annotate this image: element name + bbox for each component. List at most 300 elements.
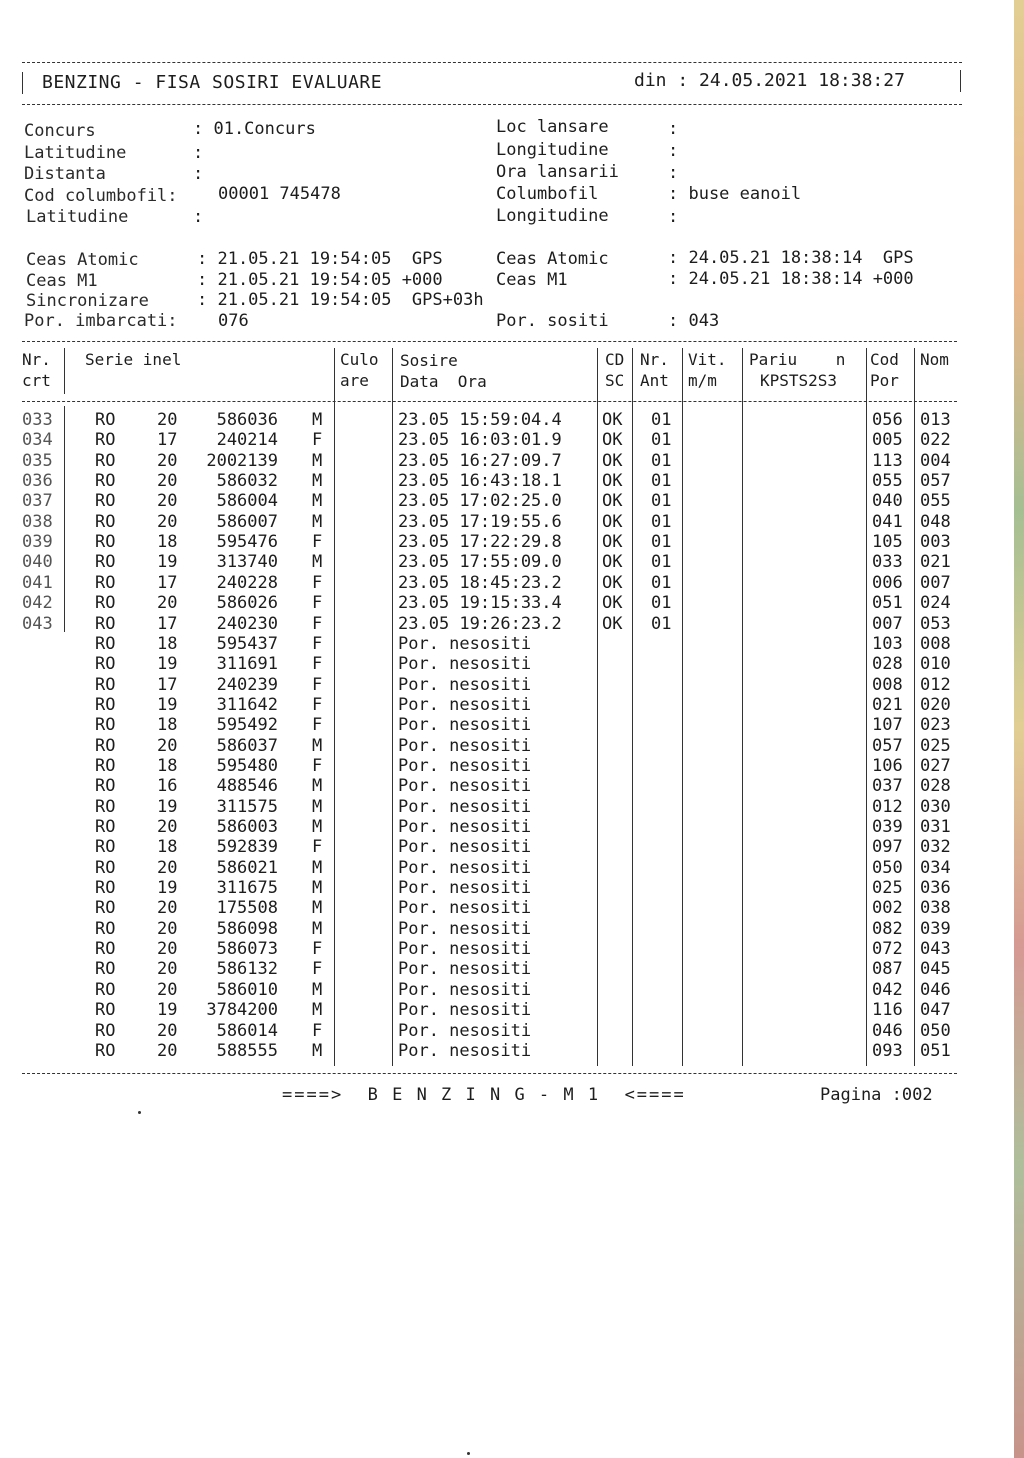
- cell-yr: 19: [157, 654, 178, 675]
- th-por: Por: [870, 371, 899, 390]
- table-row: [0, 776, 1024, 796]
- cell-cod: 056: [872, 410, 903, 430]
- cell-ro: RO: [95, 857, 116, 878]
- cell-ro: RO: [95, 1020, 116, 1041]
- cell-ring: 240228: [216, 572, 278, 593]
- cell-ro: RO: [95, 572, 116, 593]
- cell-cod: 097: [872, 837, 903, 858]
- cell-yr: 20: [157, 979, 178, 1000]
- table-row: [0, 715, 1024, 735]
- distanta-value: :: [193, 164, 204, 184]
- cell-sex: F: [312, 939, 323, 960]
- cell-ring: 586098: [216, 918, 278, 939]
- cell-ro: RO: [95, 939, 116, 960]
- cell-ring: 586021: [216, 857, 278, 878]
- cell-ant: 01: [651, 410, 672, 430]
- table-row: [0, 614, 1024, 634]
- cell-yr: 19: [157, 694, 178, 715]
- ceas-m1-end-value: : 24.05.21 18:38:14 +000: [668, 269, 914, 289]
- th-cod: Cod: [870, 350, 899, 369]
- cell-cod: 007: [872, 613, 903, 634]
- cell-sosire: Por. nesositi: [398, 857, 532, 878]
- cell-ro: RO: [95, 755, 116, 776]
- cell-nr: 034: [22, 430, 53, 451]
- th-serie-inel: Serie inel: [85, 350, 182, 369]
- cell-ro: RO: [95, 1040, 116, 1061]
- cell-yr: 18: [157, 532, 178, 553]
- cell-nom: 031: [920, 817, 951, 837]
- cell-sosire: Por. nesositi: [398, 898, 532, 919]
- th-ant: Ant: [640, 371, 669, 390]
- cell-ring: 595437: [216, 633, 278, 654]
- table-row: [0, 410, 1024, 430]
- table-row: [0, 695, 1024, 715]
- ceas-m1-start-value: : 21.05.21 19:54:05 +000: [197, 270, 443, 290]
- cell-nom: 036: [920, 878, 951, 899]
- cell-cod: 006: [872, 572, 903, 593]
- table-row: [0, 898, 1024, 918]
- cell-nom: 023: [920, 715, 951, 736]
- cell-cd: OK: [602, 511, 623, 532]
- cell-yr: 20: [157, 471, 178, 492]
- cell-yr: 19: [157, 552, 178, 573]
- cell-sosire: Por. nesositi: [398, 817, 532, 837]
- cell-yr: 18: [157, 755, 178, 776]
- cell-nom: 007: [920, 572, 951, 593]
- table-row: [0, 817, 1024, 837]
- cell-sosire: Por. nesositi: [398, 735, 532, 756]
- report-date: din : 24.05.2021 18:38:27: [634, 70, 905, 91]
- cell-ant: 01: [651, 491, 672, 512]
- cell-nom: 039: [920, 918, 951, 939]
- cell-ring: 311691: [216, 654, 278, 675]
- cell-nom: 022: [920, 430, 951, 451]
- cell-cd: OK: [602, 491, 623, 512]
- cell-nom: 025: [920, 735, 951, 756]
- table-row: [0, 675, 1024, 695]
- table-bottom-border: [22, 1073, 957, 1074]
- cell-cod: 040: [872, 491, 903, 512]
- cell-sex: M: [312, 511, 323, 532]
- table-row: [0, 797, 1024, 817]
- table-row: [0, 1000, 1024, 1020]
- cell-yr: 20: [157, 511, 178, 532]
- cell-yr: 20: [157, 939, 178, 960]
- cell-sex: M: [312, 918, 323, 939]
- cell-yr: 18: [157, 837, 178, 858]
- ora-lansarii-label: Ora lansarii: [496, 162, 619, 182]
- cell-cod: 087: [872, 959, 903, 980]
- cell-cd: OK: [602, 450, 623, 471]
- por-sositi-label: Por. sositi: [496, 311, 609, 331]
- cell-sex: M: [312, 1000, 323, 1021]
- col-divider: [64, 348, 65, 394]
- cell-sosire: Por. nesositi: [398, 979, 532, 1000]
- cell-sex: M: [312, 410, 323, 430]
- table-row: [0, 1021, 1024, 1041]
- cell-ro: RO: [95, 898, 116, 919]
- cell-ring: 586010: [216, 979, 278, 1000]
- ceas-atomic-start-value: : 21.05.21 19:54:05 GPS: [197, 249, 443, 269]
- cell-nom: 020: [920, 694, 951, 715]
- table-row: [0, 980, 1024, 1000]
- cell-nom: 055: [920, 491, 951, 512]
- cell-nr: 043: [22, 613, 53, 634]
- cell-cod: 002: [872, 898, 903, 919]
- cell-ro: RO: [95, 796, 116, 817]
- cell-sex: F: [312, 755, 323, 776]
- th-crt: crt: [22, 371, 51, 390]
- cell-yr: 19: [157, 796, 178, 817]
- cell-sex: M: [312, 491, 323, 512]
- sincronizare-label: Sincronizare: [26, 291, 149, 311]
- concurs-value: : 01.Concurs: [193, 119, 316, 139]
- cell-ant: 01: [651, 471, 672, 492]
- cell-ring: 311675: [216, 878, 278, 899]
- cell-sex: M: [312, 1040, 323, 1061]
- cell-yr: 20: [157, 410, 178, 430]
- cell-yr: 20: [157, 898, 178, 919]
- cell-ring: 240230: [216, 613, 278, 634]
- cell-ro: RO: [95, 532, 116, 553]
- cell-nr: 039: [22, 532, 53, 553]
- cell-nom: 028: [920, 776, 951, 797]
- cell-cod: 008: [872, 674, 903, 695]
- longitudine2-label: Longitudine: [496, 206, 609, 226]
- cell-nr: 038: [22, 511, 53, 532]
- cell-ring: 586003: [216, 817, 278, 837]
- table-row: [0, 654, 1024, 674]
- longitudine2-value: :: [668, 207, 679, 227]
- th-sosire: Sosire: [400, 351, 458, 370]
- cell-cod: 041: [872, 511, 903, 532]
- cell-sex: F: [312, 959, 323, 980]
- cell-sosire: Por. nesositi: [398, 918, 532, 939]
- cell-sex: M: [312, 878, 323, 899]
- cell-yr: 20: [157, 918, 178, 939]
- cell-sex: F: [312, 613, 323, 634]
- cell-ro: RO: [95, 715, 116, 736]
- cell-sex: M: [312, 735, 323, 756]
- cell-ro: RO: [95, 511, 116, 532]
- cell-sex: F: [312, 694, 323, 715]
- cell-nom: 046: [920, 979, 951, 1000]
- cell-nom: 004: [920, 450, 951, 471]
- cell-nom: 024: [920, 593, 951, 614]
- cell-sosire: 23.05 19:15:33.4: [398, 593, 562, 614]
- cell-nom: 030: [920, 796, 951, 817]
- th-nr-ant: Nr.: [640, 350, 669, 369]
- table-row: [0, 1041, 1024, 1061]
- cell-sosire: 23.05 17:22:29.8: [398, 532, 562, 553]
- table-row: [0, 756, 1024, 776]
- cell-ring: 586073: [216, 939, 278, 960]
- cell-nom: 038: [920, 898, 951, 919]
- header-border-right: [960, 70, 961, 92]
- cell-nom: 027: [920, 755, 951, 776]
- cell-sosire: Por. nesositi: [398, 837, 532, 858]
- th-nom: Nom: [920, 350, 949, 369]
- cell-cd: OK: [602, 410, 623, 430]
- cell-cod: 055: [872, 471, 903, 492]
- cell-ant: 01: [651, 613, 672, 634]
- th-are: are: [340, 371, 369, 390]
- cell-yr: 20: [157, 817, 178, 837]
- cell-ro: RO: [95, 491, 116, 512]
- loc-lansare-value: :: [668, 119, 679, 139]
- cell-ring: 586036: [216, 410, 278, 430]
- table-row: [0, 491, 1024, 511]
- cell-sex: F: [312, 715, 323, 736]
- cell-ro: RO: [95, 979, 116, 1000]
- table-row: [0, 858, 1024, 878]
- longitudine-label: Longitudine: [496, 140, 609, 160]
- cell-yr: 20: [157, 735, 178, 756]
- cell-sosire: Por. nesositi: [398, 654, 532, 675]
- cell-sosire: 23.05 19:26:23.2: [398, 613, 562, 634]
- cell-ro: RO: [95, 1000, 116, 1021]
- cell-ring: 311642: [216, 694, 278, 715]
- cell-cod: 106: [872, 755, 903, 776]
- cell-cd: OK: [602, 613, 623, 634]
- cell-cod: 072: [872, 939, 903, 960]
- cell-cod: 012: [872, 796, 903, 817]
- cell-sex: F: [312, 837, 323, 858]
- cell-sex: M: [312, 450, 323, 471]
- por-imbarcati-label: Por. imbarcati:: [24, 311, 178, 331]
- table-row: [0, 736, 1024, 756]
- table-row: [0, 837, 1024, 857]
- cell-ant: 01: [651, 572, 672, 593]
- ceas-atomic-end-value: : 24.05.21 18:38:14 GPS: [668, 248, 914, 268]
- cell-cod: 057: [872, 735, 903, 756]
- cell-cd: OK: [602, 532, 623, 553]
- table-row: [0, 430, 1024, 450]
- cell-nom: 034: [920, 857, 951, 878]
- cell-yr: 17: [157, 674, 178, 695]
- cell-cd: OK: [602, 471, 623, 492]
- cell-sosire: 23.05 18:45:23.2: [398, 572, 562, 593]
- cell-ro: RO: [95, 654, 116, 675]
- cell-cd: OK: [602, 593, 623, 614]
- cell-ro: RO: [95, 430, 116, 451]
- table-row: [0, 532, 1024, 552]
- ink-speck: [138, 1111, 141, 1114]
- columbofil-value: : buse eanoil: [668, 184, 802, 204]
- cell-nr: 036: [22, 471, 53, 492]
- table-top-border: [22, 341, 957, 342]
- cell-nom: 013: [920, 410, 951, 430]
- ceas-atomic-start-label: Ceas Atomic: [26, 250, 139, 270]
- latitudine2-value: :: [193, 207, 204, 227]
- cell-ring: 240239: [216, 674, 278, 695]
- latitudine2-label: Latitudine: [26, 207, 129, 227]
- table-row: [0, 593, 1024, 613]
- cell-sex: M: [312, 857, 323, 878]
- ink-speck: [467, 1452, 470, 1455]
- cell-ring: 3784200: [206, 1000, 278, 1021]
- cell-cod: 116: [872, 1000, 903, 1021]
- cell-nr: 040: [22, 552, 53, 573]
- cell-yr: 20: [157, 959, 178, 980]
- cell-ant: 01: [651, 552, 672, 573]
- th-nr: Nr.: [22, 350, 51, 369]
- cell-ring: 2002139: [206, 450, 278, 471]
- cell-sosire: Por. nesositi: [398, 633, 532, 654]
- cell-sex: M: [312, 817, 323, 837]
- cell-ro: RO: [95, 613, 116, 634]
- cell-ro: RO: [95, 959, 116, 980]
- th-sc: SC: [605, 371, 625, 390]
- cell-ring: 586014: [216, 1020, 278, 1041]
- cell-cod: 042: [872, 979, 903, 1000]
- cell-cod: 033: [872, 552, 903, 573]
- ceas-m1-start-label: Ceas M1: [26, 271, 98, 291]
- cell-yr: 18: [157, 633, 178, 654]
- cell-nom: 012: [920, 674, 951, 695]
- header-border-bottom: [22, 104, 962, 105]
- cell-sex: F: [312, 532, 323, 553]
- cell-ring: 313740: [216, 552, 278, 573]
- cell-ring: 488546: [216, 776, 278, 797]
- cell-sex: F: [312, 674, 323, 695]
- th-kpsts: KPSTS2S3: [760, 371, 838, 390]
- longitudine-value: :: [668, 141, 679, 161]
- cell-nom: 010: [920, 654, 951, 675]
- cell-yr: 17: [157, 613, 178, 634]
- cell-ant: 01: [651, 511, 672, 532]
- por-imbarcati-value: 076: [218, 311, 249, 331]
- cell-sex: F: [312, 1020, 323, 1041]
- latitudine-value: :: [193, 143, 204, 163]
- latitudine-label: Latitudine: [24, 143, 127, 163]
- cell-ro: RO: [95, 878, 116, 899]
- sincronizare-value: : 21.05.21 19:54:05 GPS+03h: [197, 290, 484, 310]
- th-pariu: Pariu n: [749, 350, 846, 369]
- columbofil-label: Columbofil: [496, 184, 599, 204]
- cell-ring: 240214: [216, 430, 278, 451]
- cell-cod: 037: [872, 776, 903, 797]
- cell-ring: 586037: [216, 735, 278, 756]
- cell-yr: 20: [157, 857, 178, 878]
- cell-sosire: 23.05 17:55:09.0: [398, 552, 562, 573]
- cell-sosire: Por. nesositi: [398, 1000, 532, 1021]
- cell-sex: M: [312, 898, 323, 919]
- table-row: [0, 451, 1024, 471]
- header-border-left: [22, 72, 23, 94]
- cell-sosire: Por. nesositi: [398, 1020, 532, 1041]
- cell-ant: 01: [651, 450, 672, 471]
- cell-sosire: 23.05 15:59:04.4: [398, 410, 562, 430]
- cell-yr: 20: [157, 450, 178, 471]
- cell-sex: F: [312, 430, 323, 451]
- cell-yr: 20: [157, 593, 178, 614]
- cell-cod: 050: [872, 857, 903, 878]
- cell-sex: M: [312, 979, 323, 1000]
- cell-ro: RO: [95, 776, 116, 797]
- table-row: [0, 552, 1024, 572]
- th-mm: m/m: [688, 371, 717, 390]
- cell-ro: RO: [95, 552, 116, 573]
- footer-banner: ====> B E N Z I N G - M 1 <====: [282, 1085, 686, 1105]
- cell-ring: 586007: [216, 511, 278, 532]
- th-cd: CD: [605, 350, 625, 369]
- cell-yr: 16: [157, 776, 178, 797]
- cell-cod: 051: [872, 593, 903, 614]
- page-number: Pagina :002: [820, 1085, 933, 1105]
- cell-yr: 20: [157, 491, 178, 512]
- cell-sosire: Por. nesositi: [398, 878, 532, 899]
- cell-nom: 047: [920, 1000, 951, 1021]
- table-row: [0, 939, 1024, 959]
- th-data-ora: Data Ora: [400, 372, 487, 391]
- cell-ring: 586004: [216, 491, 278, 512]
- por-sositi-value: : 043: [668, 311, 720, 331]
- cell-ro: RO: [95, 817, 116, 837]
- table-row: [0, 878, 1024, 898]
- cell-sex: M: [312, 796, 323, 817]
- cell-sex: F: [312, 654, 323, 675]
- cod-columbofil-label: Cod columbofil:: [24, 186, 178, 206]
- ceas-m1-end-label: Ceas M1: [496, 270, 568, 290]
- cell-yr: 17: [157, 430, 178, 451]
- cell-sosire: 23.05 16:27:09.7: [398, 450, 562, 471]
- table-row: [0, 959, 1024, 979]
- cell-ro: RO: [95, 410, 116, 430]
- cell-ro: RO: [95, 633, 116, 654]
- cell-yr: 17: [157, 572, 178, 593]
- cell-cd: OK: [602, 552, 623, 573]
- cell-sex: F: [312, 593, 323, 614]
- cell-nom: 021: [920, 552, 951, 573]
- cell-cod: 093: [872, 1040, 903, 1061]
- cell-sex: F: [312, 633, 323, 654]
- cell-ro: RO: [95, 593, 116, 614]
- header-border-top: [22, 62, 962, 63]
- cell-ant: 01: [651, 430, 672, 451]
- cell-sex: F: [312, 572, 323, 593]
- cell-ring: 595492: [216, 715, 278, 736]
- loc-lansare-label: Loc lansare: [496, 117, 609, 137]
- cell-sosire: Por. nesositi: [398, 776, 532, 797]
- cell-nom: 057: [920, 471, 951, 492]
- cell-yr: 18: [157, 715, 178, 736]
- cod-columbofil-value: 00001 745478: [218, 184, 341, 204]
- cell-cod: 113: [872, 450, 903, 471]
- cell-yr: 20: [157, 1020, 178, 1041]
- cell-cd: OK: [602, 430, 623, 451]
- cell-ring: 592839: [216, 837, 278, 858]
- cell-cd: OK: [602, 572, 623, 593]
- cell-yr: 19: [157, 878, 178, 899]
- cell-ro: RO: [95, 471, 116, 492]
- cell-nom: 051: [920, 1040, 951, 1061]
- cell-cod: 107: [872, 715, 903, 736]
- cell-sosire: Por. nesositi: [398, 939, 532, 960]
- cell-ro: RO: [95, 674, 116, 695]
- cell-sosire: Por. nesositi: [398, 715, 532, 736]
- cell-ro: RO: [95, 918, 116, 939]
- cell-ring: 586132: [216, 959, 278, 980]
- cell-yr: 20: [157, 1040, 178, 1061]
- cell-sosire: Por. nesositi: [398, 694, 532, 715]
- cell-sosire: Por. nesositi: [398, 674, 532, 695]
- cell-cod: 039: [872, 817, 903, 837]
- cell-sosire: Por. nesositi: [398, 1040, 532, 1061]
- cell-sosire: Por. nesositi: [398, 755, 532, 776]
- cell-ring: 586032: [216, 471, 278, 492]
- cell-ring: 588555: [216, 1040, 278, 1061]
